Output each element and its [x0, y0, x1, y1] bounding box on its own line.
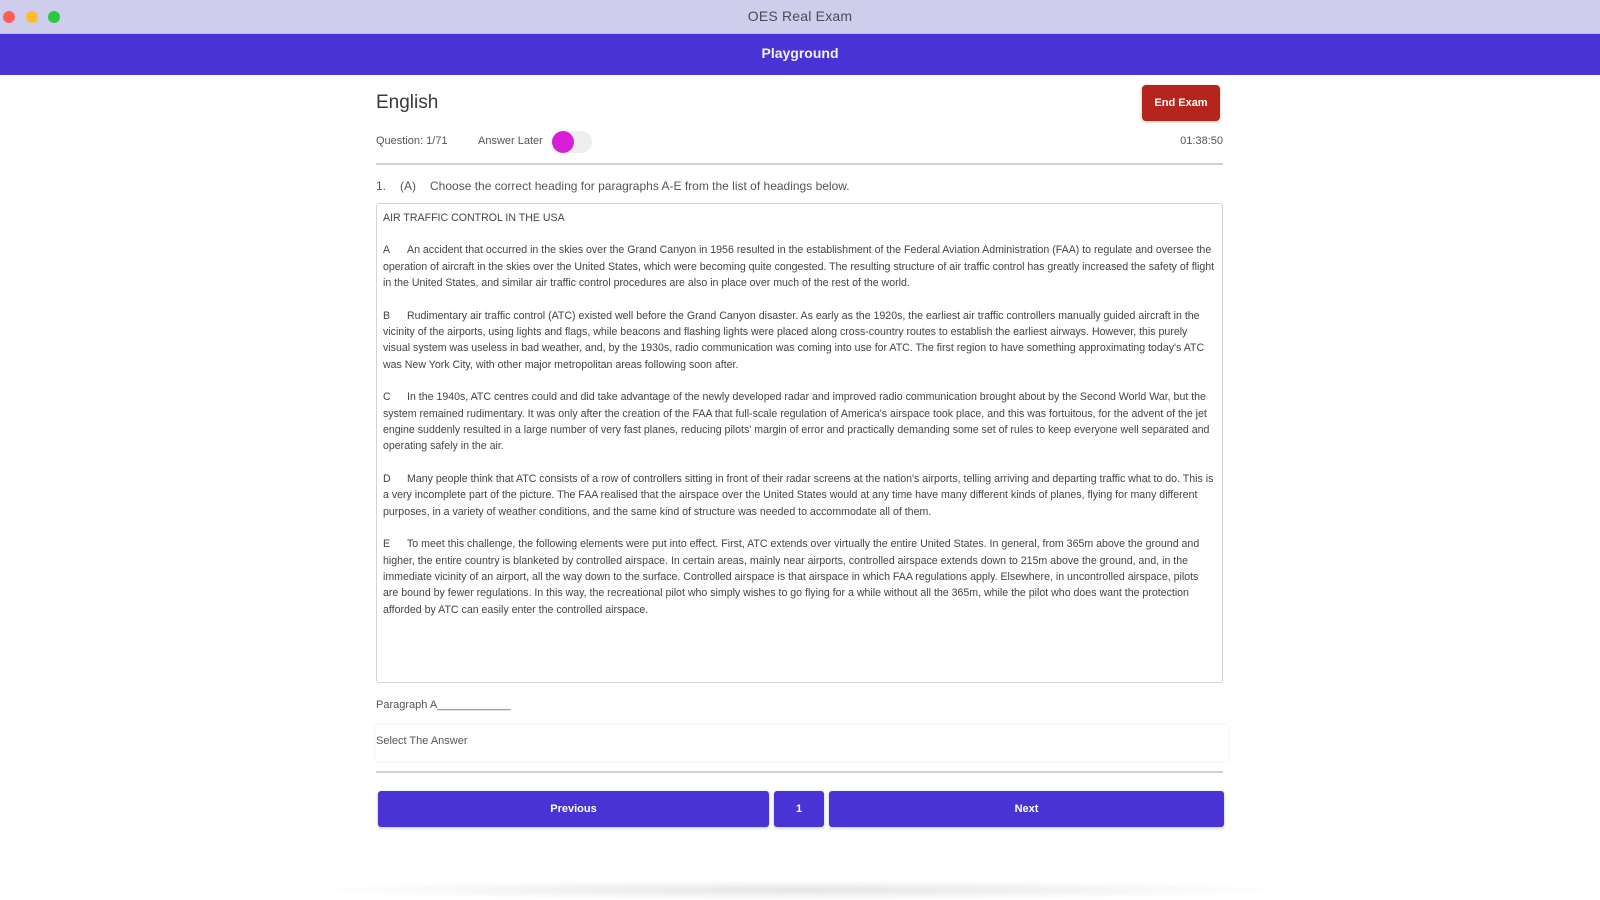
window-title: OES Real Exam [747, 8, 853, 24]
paragraph-letter: B [383, 309, 391, 322]
paragraph-text: In the 1940s, ATC centres could and did take advantage of the newly developed radar and improved radio communication brought about by the Second World War, but the system remained rudimentary. It was only after the creation of the FAA that full-scale regulation of America's airspace took place, and this was fortuitous, for the advent of the jet engine suddenly resulted in a large number of very fast planes, reducing pilots' margin of error and practically demanding some set of rules to keep everyone well separated and operating safely in the air. [383, 391, 1210, 453]
passage-paragraph [383, 389, 1216, 455]
question-instruction [376, 179, 864, 193]
question-number: 1. [376, 179, 387, 193]
app-header [0, 34, 1600, 75]
paragraph-letter: A [383, 244, 391, 257]
paragraph-text: An accident that occurred in the skies over the Grand Canyon in 1956 resulted in the establishment of the Federal Aviation Administration (FAA) to regulate and oversee the operation of aircraft in the skies over the United States, which were becoming quite congested. The resulting structure of air traffic control has greatly increased the safety of flight in the United States, and similar air traffic control procedures are also in place over much of the rest of the world. [383, 244, 1215, 290]
answer-select-placeholder: Select The Answer [376, 735, 468, 747]
exam-timer: 01:38:50 [1180, 135, 1223, 147]
subject-title: English [376, 92, 439, 113]
paragraph-letter: D [383, 472, 391, 485]
paragraph-text: To meet this challenge, the following elements were put into effect. First, ATC extends over virtually the entire United States. In general, from 365m above the ground and higher, the entire country is blanketed by controlled airspace. In certain areas, mainly near airports, controlled airspace extends down to 215m above the ground, and, in the immediate vicinity of an airport, all the way down to the surface. Controlled airspace is that airspace in which FAA regulations apply. Elsewhere, in uncontrolled airspace, pilots are bound by fewer regulations. In this way, the recreational pilot who simply wishes to go flying for a while without all the 365m, while the pilot who does want the protection afforded by ATC can easily enter the controlled airspace. [383, 538, 1200, 616]
paragraph-letter: C [383, 391, 391, 404]
question-part: (A) [400, 179, 417, 193]
header-divider [376, 163, 1223, 165]
answer-later-label: Answer Later [478, 135, 543, 147]
question-counter: Question: 1/71 [376, 135, 448, 147]
reading-passage[interactable] [376, 203, 1223, 683]
passage-paragraph [383, 536, 1216, 618]
window-bottom-shadow [300, 880, 1300, 900]
page-number-button[interactable]: 1 [774, 791, 824, 827]
toggle-knob [552, 131, 574, 153]
footer-divider [376, 771, 1223, 773]
paragraph-letter: E [383, 538, 391, 551]
next-button[interactable]: Next [829, 791, 1224, 827]
instruction-text: Choose the correct heading for paragraphs A-E from the list of headings below. [430, 179, 850, 193]
answer-later-toggle[interactable] [552, 131, 592, 153]
passage-paragraph [383, 242, 1216, 291]
passage-title: AIR TRAFFIC CONTROL IN THE USA [383, 212, 565, 224]
question-meta-row [376, 128, 1223, 156]
end-exam-button[interactable]: End Exam [1142, 85, 1220, 121]
passage-paragraph [383, 471, 1216, 520]
question-prompt: Paragraph A____________ [376, 699, 511, 711]
paragraph-text: Many people think that ATC consists of a row of controllers sitting in front of their radar screens at the nation's airports, telling arriving and departing traffic what to do. This is a very incomplete part of the picture. The FAA realised that the airspace over the United States would at any time have many different kinds of planes, flying for many different purposes, in a variety of weather conditions, and the same kind of structure was needed to accommodate all of them. [383, 472, 1214, 518]
answer-select[interactable] [376, 725, 1228, 761]
exam-content [376, 75, 1223, 875]
previous-button[interactable]: Previous [378, 791, 769, 827]
question-navigation [378, 791, 1224, 827]
paragraph-text: Rudimentary air traffic control (ATC) existed well before the Grand Canyon disaster. As early as the 1920s, the earliest air traffic controllers manually guided aircraft in the vicinity of the airports, using lights and flags, while beacons and flashing lights were placed along cross-country routes to establish the earliest airways. However, this purely visual system was useless in bad weather, and, by the 1930s, radio communication was coming into use for ATC. The first region to have something approximating today's ATC was New York City, with other major metropolitan areas following soon after. [383, 309, 1205, 371]
passage-paragraph [383, 308, 1216, 374]
app-header-title: Playground [761, 45, 839, 61]
window-titlebar [0, 0, 1600, 34]
